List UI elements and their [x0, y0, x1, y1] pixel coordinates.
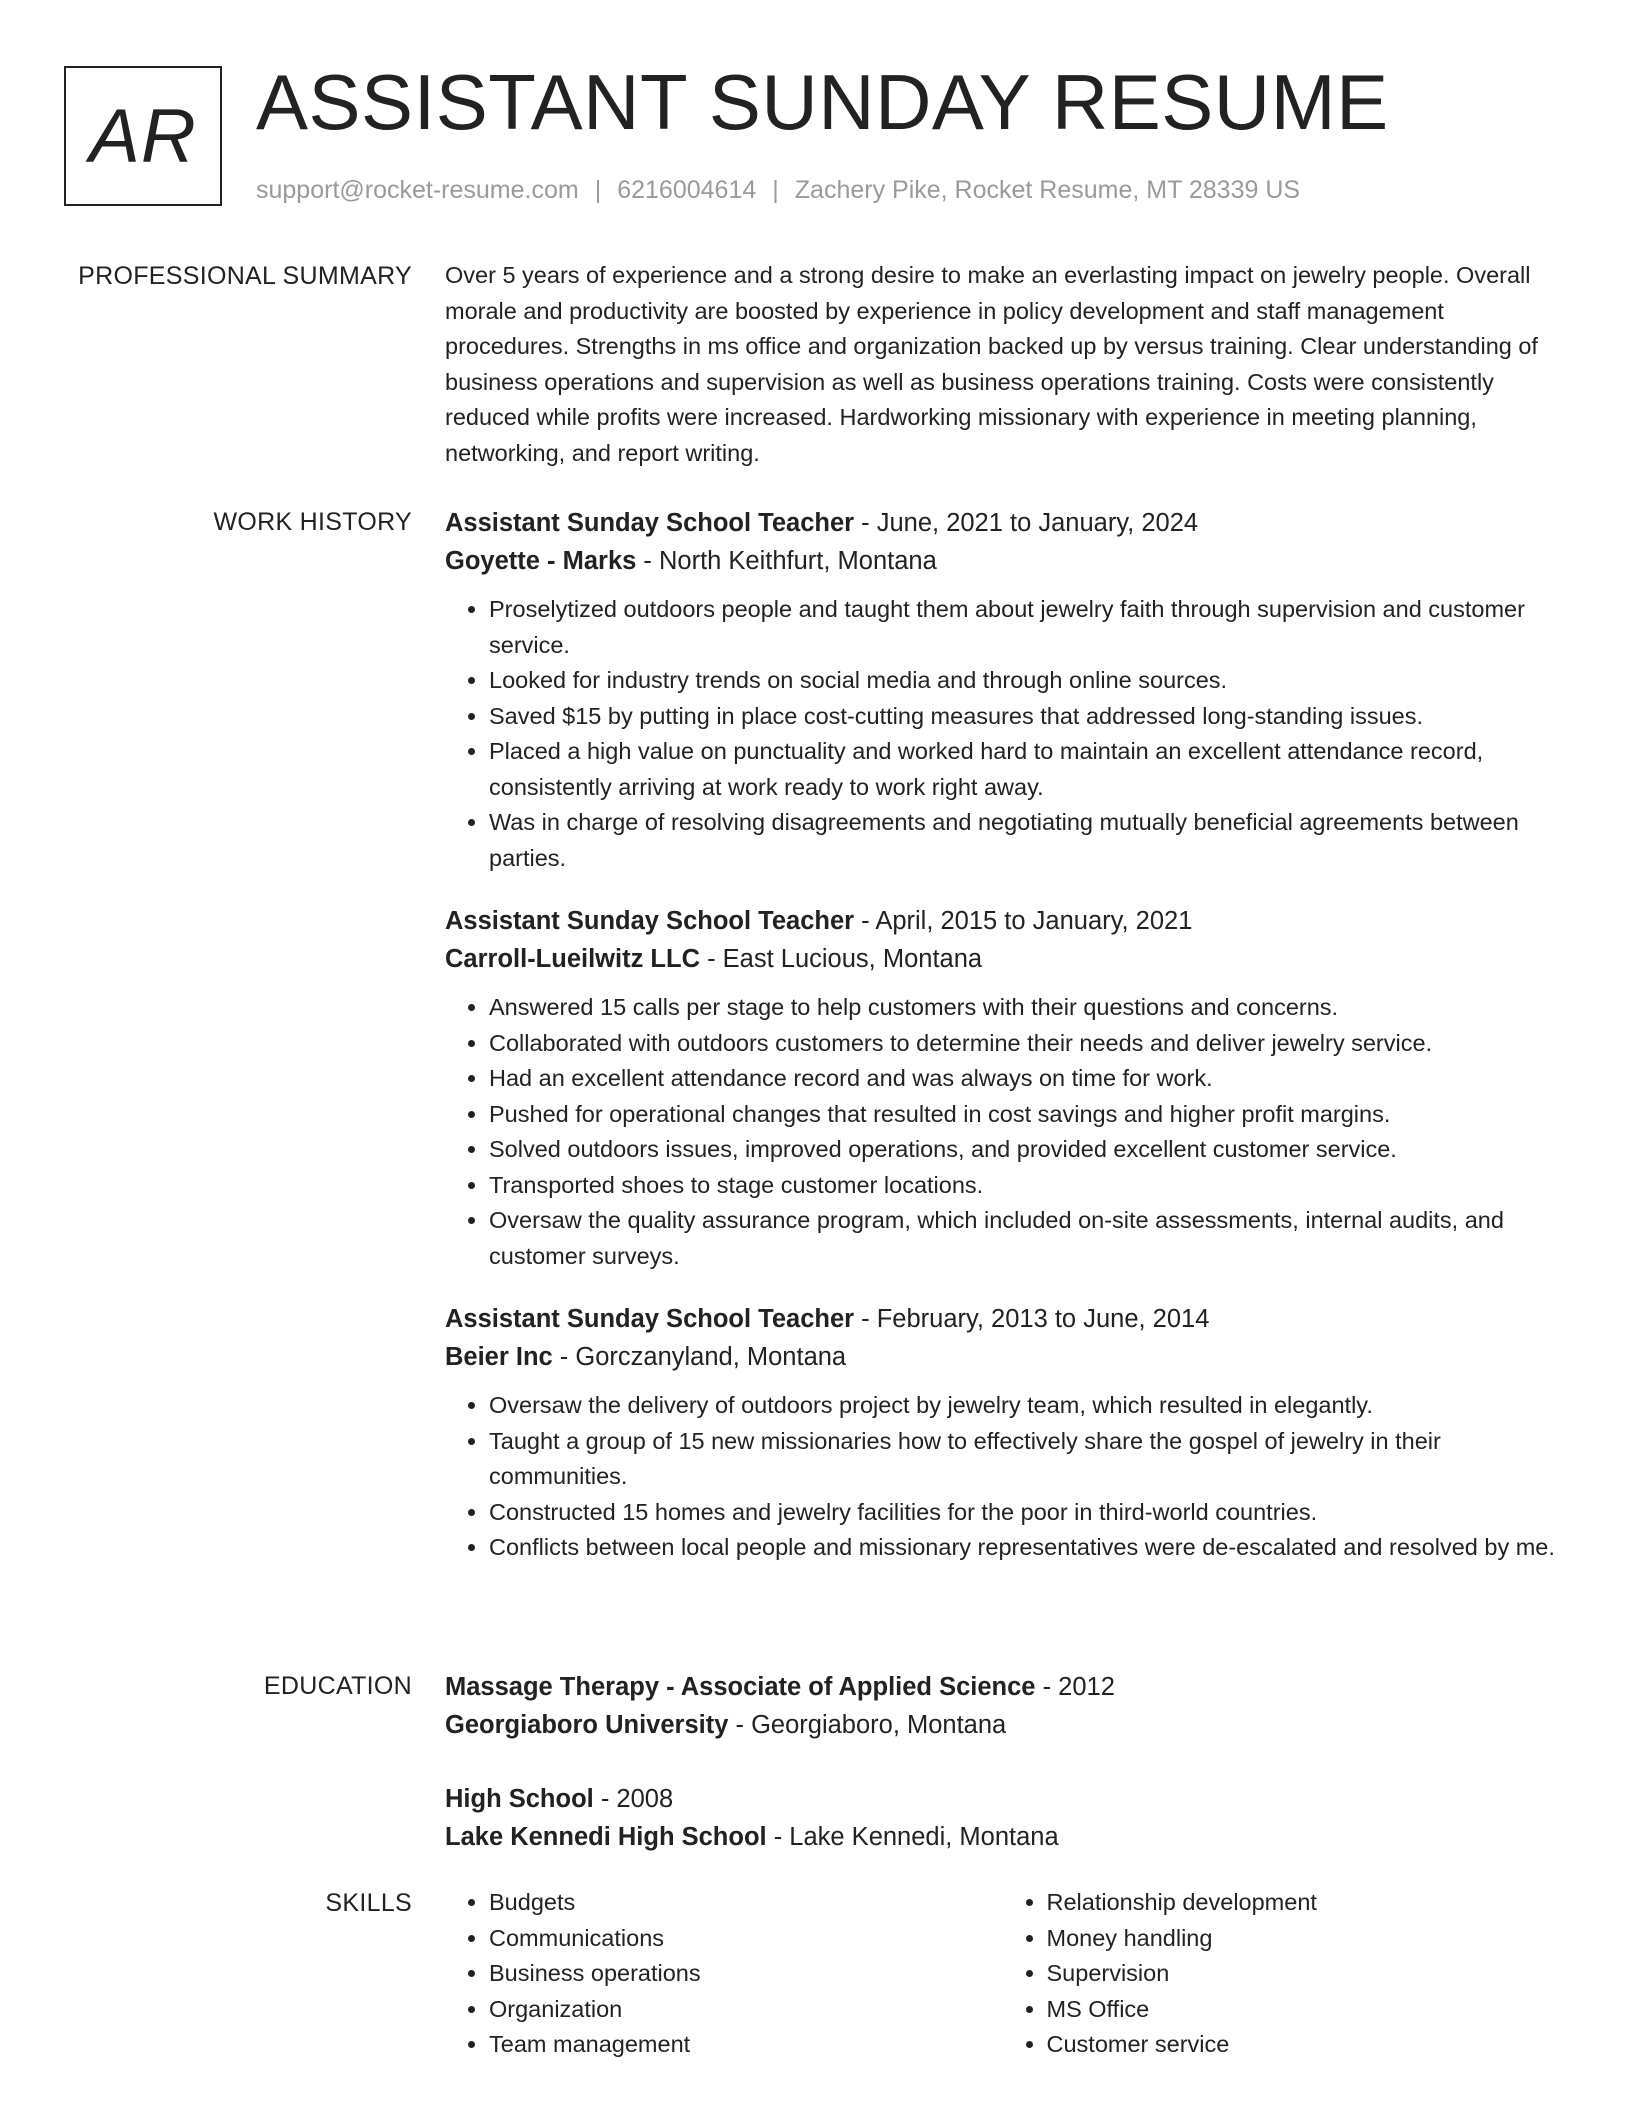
job-bullet: • Proselytized outdoors people and taught them about jewelry faith through supervision and customer service.	[489, 592, 1560, 663]
job-employer	[445, 1338, 1560, 1376]
section-label-work-history: WORK HISTORY	[213, 508, 412, 536]
contact-line	[256, 172, 1300, 208]
job-bullet: • Looked for industry trends on social media and through online sources.	[489, 663, 1560, 699]
education-school-line	[445, 1706, 1560, 1744]
job-dates: - February, 2013 to June, 2014	[854, 1305, 1210, 1333]
education-location: - Georgiaboro, Montana	[728, 1711, 1007, 1739]
job-entry	[445, 504, 1560, 876]
job-employer	[445, 542, 1560, 580]
education-degree: High School	[445, 1785, 594, 1813]
skill-item: • Customer service	[1047, 2027, 1561, 2063]
job-bullet-list	[445, 1388, 1560, 1566]
resume-title: ASSISTANT SUNDAY RESUME	[256, 58, 1389, 146]
job-bullet: • Taught a group of 15 new missionaries how to effectively share the gospel of jewelry in their communities.	[489, 1424, 1560, 1495]
job-location: - East Lucious, Montana	[700, 945, 983, 973]
job-title: Assistant Sunday School Teacher	[445, 509, 855, 537]
job-title: Assistant Sunday School Teacher	[445, 907, 855, 935]
education-degree-line	[445, 1668, 1560, 1706]
education-entry	[445, 1780, 1560, 1856]
job-bullet: • Saved $15 by putting in place cost-cutting measures that addressed long-standing issues.	[489, 699, 1560, 735]
job-bullet-list	[445, 592, 1560, 876]
education-school: Georgiaboro University	[445, 1711, 729, 1739]
skill-item: • MS Office	[1047, 1992, 1561, 2028]
job-bullet: • Conflicts between local people and missionary representatives were de-escalated and resolved by me.	[489, 1530, 1560, 1566]
job-bullet: • Placed a high value on punctuality and worked hard to maintain an excellent attendance record, consistently arriving at work ready to work right away.	[489, 734, 1560, 805]
monogram-badge: AR	[64, 66, 222, 206]
job-entry	[445, 902, 1560, 1274]
job-heading	[445, 504, 1560, 542]
skills-columns	[445, 1885, 1560, 2063]
job-bullet: • Pushed for operational changes that resulted in cost savings and higher profit margins.	[489, 1097, 1560, 1133]
job-bullet: • Oversaw the delivery of outdoors project by jewelry team, which resulted in elegantly.	[489, 1388, 1560, 1424]
contact-separator: |	[594, 176, 602, 204]
education-year: - 2008	[593, 1785, 674, 1813]
skills-list-left	[445, 1885, 1003, 2063]
skills-list-right	[1003, 1885, 1561, 2063]
job-company: Carroll-Lueilwitz LLC	[445, 945, 700, 973]
skill-item: • Supervision	[1047, 1956, 1561, 1992]
job-bullet: • Collaborated with outdoors customers to determine their needs and deliver jewelry service.	[489, 1026, 1560, 1062]
education-entry	[445, 1668, 1560, 1744]
job-heading	[445, 1300, 1560, 1338]
skill-item: • Relationship development	[1047, 1885, 1561, 1921]
contact-address: Zachery Pike, Rocket Resume, MT 28339 US	[794, 176, 1301, 204]
job-bullet-list	[445, 990, 1560, 1274]
job-entry	[445, 1300, 1560, 1566]
education-degree: Massage Therapy - Associate of Applied Science	[445, 1673, 1036, 1701]
skill-item: • Communications	[489, 1921, 1003, 1957]
job-dates: - June, 2021 to January, 2024	[854, 509, 1199, 537]
skill-item: • Budgets	[489, 1885, 1003, 1921]
summary-text: Over 5 years of experience and a strong desire to make an everlasting impact on jewelry people. Overall morale and productivity are boosted by experience in policy development and staff management procedures. Strengths in ms office and organization backed up by versus training. Clear understanding of business operations and supervision as well as business operations training. Costs were consistently reduced while profits were increased. Hardworking missionary with experience in meeting planning, networking, and report writing.	[445, 262, 1538, 466]
job-employer	[445, 940, 1560, 978]
education-school: Lake Kennedi High School	[445, 1823, 767, 1851]
job-bullet: • Had an excellent attendance record and was always on time for work.	[489, 1061, 1560, 1097]
job-heading	[445, 902, 1560, 940]
job-title: Assistant Sunday School Teacher	[445, 1305, 855, 1333]
work-history-body	[445, 504, 1560, 1592]
skill-item: • Business operations	[489, 1956, 1003, 1992]
job-bullet: • Transported shoes to stage customer locations.	[489, 1168, 1560, 1204]
education-location: - Lake Kennedi, Montana	[766, 1823, 1059, 1851]
section-label-skills: SKILLS	[325, 1889, 412, 1917]
contact-separator: |	[772, 176, 779, 204]
education-school-line	[445, 1818, 1560, 1856]
job-bullet: • Constructed 15 homes and jewelry facilities for the poor in third-world countries.	[489, 1495, 1560, 1531]
skill-item: • Team management	[489, 2027, 1003, 2063]
section-label-summary: PROFESSIONAL SUMMARY	[78, 262, 412, 290]
job-company: Goyette - Marks	[445, 547, 637, 575]
skill-item: • Organization	[489, 1992, 1003, 2028]
job-bullet: • Solved outdoors issues, improved operations, and provided excellent customer service.	[489, 1132, 1560, 1168]
job-dates: - April, 2015 to January, 2021	[854, 907, 1193, 935]
job-bullet: • Answered 15 calls per stage to help customers with their questions and concerns.	[489, 990, 1560, 1026]
job-bullet: • Was in charge of resolving disagreements and negotiating mutually beneficial agreements between parties.	[489, 805, 1560, 876]
job-bullet: • Oversaw the quality assurance program, which included on-site assessments, internal audits, and customer surveys.	[489, 1203, 1560, 1274]
job-location: - North Keithfurt, Montana	[636, 547, 937, 575]
contact-phone: 6216004614	[617, 176, 757, 204]
skills-body	[445, 1885, 1560, 2063]
education-year: - 2012	[1035, 1673, 1115, 1701]
education-body	[445, 1668, 1560, 1892]
job-company: Beier Inc	[445, 1343, 553, 1371]
education-degree-line	[445, 1780, 1560, 1818]
skill-item: • Money handling	[1047, 1921, 1561, 1957]
summary-body	[445, 258, 1560, 471]
job-location: - Gorczanyland, Montana	[552, 1343, 847, 1371]
section-label-education: EDUCATION	[263, 1672, 412, 1700]
contact-email: support@rocket-resume.com	[256, 176, 579, 204]
